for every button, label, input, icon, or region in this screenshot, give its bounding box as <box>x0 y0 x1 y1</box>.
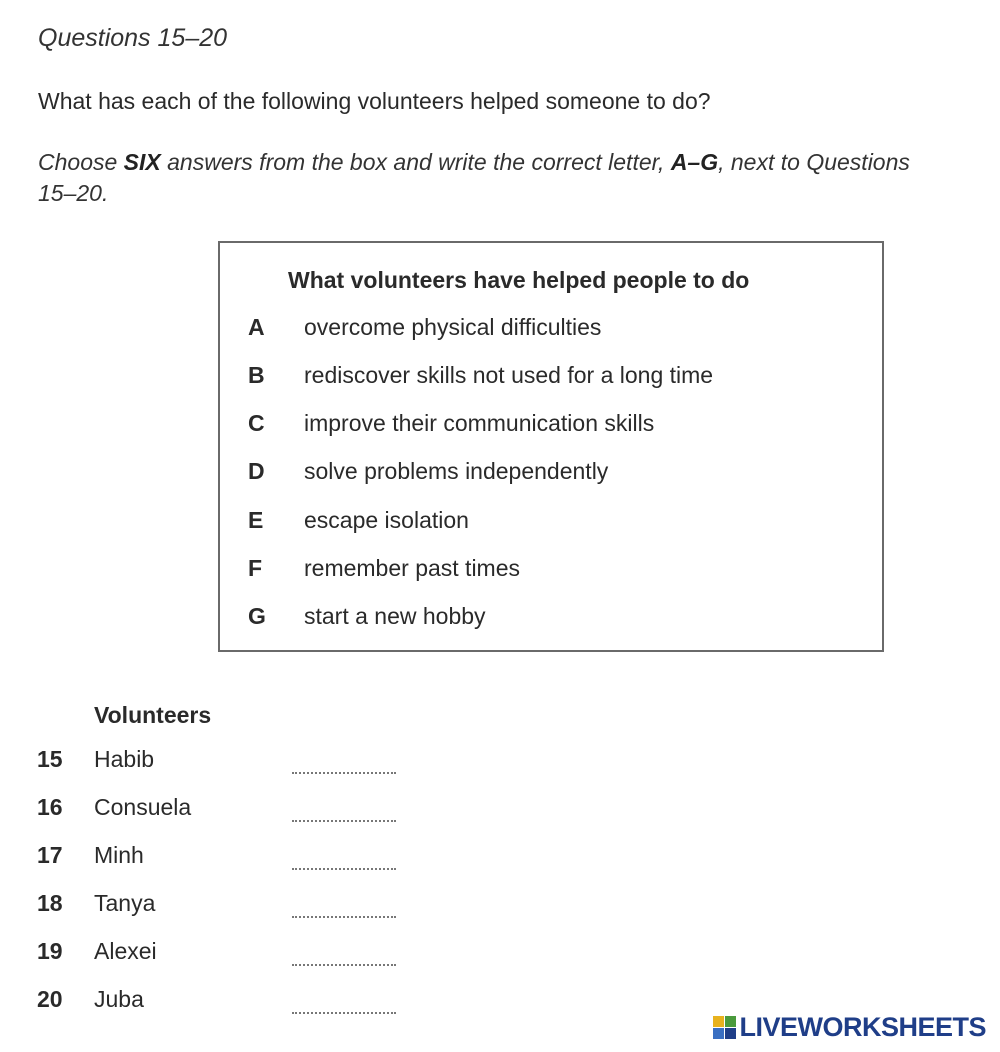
instructions <box>38 147 938 209</box>
answer-input-15[interactable] <box>292 766 396 774</box>
option-letter: E <box>248 507 264 533</box>
volunteers-heading: Volunteers <box>94 702 212 728</box>
option-a <box>0 314 1000 344</box>
question-number: 16 <box>37 794 63 820</box>
option-letter: D <box>248 458 265 484</box>
option-b <box>0 362 1000 392</box>
section-heading: Questions 15–20 <box>38 24 228 52</box>
volunteer-name: Alexei <box>94 938 157 964</box>
option-letter: B <box>248 362 265 388</box>
option-d <box>0 458 1000 488</box>
question-number: 20 <box>37 986 63 1012</box>
option-e <box>0 507 1000 537</box>
instructions-part: answers from the box and write the correct letter, <box>160 149 671 175</box>
instructions-emphasis-range: A–G <box>670 149 719 175</box>
instructions-part: , next to Questions 15–20. <box>38 149 910 206</box>
logo-square <box>725 1016 736 1027</box>
answer-input-16[interactable] <box>292 814 396 822</box>
options-box-title: What volunteers have helped people to do <box>288 267 750 293</box>
question-row-18 <box>0 890 1000 920</box>
option-text: remember past times <box>304 555 521 581</box>
logo-square <box>713 1016 724 1027</box>
option-letter: A <box>248 314 265 340</box>
answer-input-20[interactable] <box>292 1006 396 1014</box>
option-letter: F <box>248 555 263 581</box>
question-number: 17 <box>37 842 63 868</box>
option-text: escape isolation <box>304 507 469 533</box>
volunteer-name: Tanya <box>94 890 156 916</box>
question-prompt: What has each of the following volunteers helped someone to do? <box>38 88 711 114</box>
option-f <box>0 555 1000 585</box>
answer-input-18[interactable] <box>292 910 396 918</box>
liveworksheets-logo-text: LIVEWORKSHEETS <box>739 1011 986 1042</box>
question-row-16 <box>0 794 1000 824</box>
option-text: overcome physical difficulties <box>304 314 602 340</box>
instructions-emphasis-six: SIX <box>123 149 161 175</box>
option-text: solve problems independently <box>304 458 609 484</box>
option-text: rediscover skills not used for a long time <box>304 362 714 388</box>
answer-input-17[interactable] <box>292 862 396 870</box>
question-row-17 <box>0 842 1000 872</box>
options-box <box>218 241 884 652</box>
volunteer-name: Juba <box>94 986 144 1012</box>
volunteer-name: Consuela <box>94 794 192 820</box>
option-text: improve their communication skills <box>304 410 655 436</box>
question-row-15 <box>0 746 1000 776</box>
question-row-19 <box>0 938 1000 968</box>
option-g <box>0 603 1000 633</box>
liveworksheets-logo-icon <box>713 1016 736 1039</box>
logo-square <box>713 1028 724 1039</box>
question-number: 15 <box>37 746 63 772</box>
option-letter: G <box>248 603 266 629</box>
option-letter: C <box>248 410 265 436</box>
logo-square <box>725 1028 736 1039</box>
volunteer-name: Minh <box>94 842 144 868</box>
answer-input-19[interactable] <box>292 958 396 966</box>
volunteer-name: Habib <box>94 746 155 772</box>
question-number: 19 <box>37 938 63 964</box>
option-c <box>0 410 1000 440</box>
instructions-part: Choose <box>38 149 124 175</box>
liveworksheets-logo <box>713 1010 986 1044</box>
question-number: 18 <box>37 890 63 916</box>
option-text: start a new hobby <box>304 603 486 629</box>
